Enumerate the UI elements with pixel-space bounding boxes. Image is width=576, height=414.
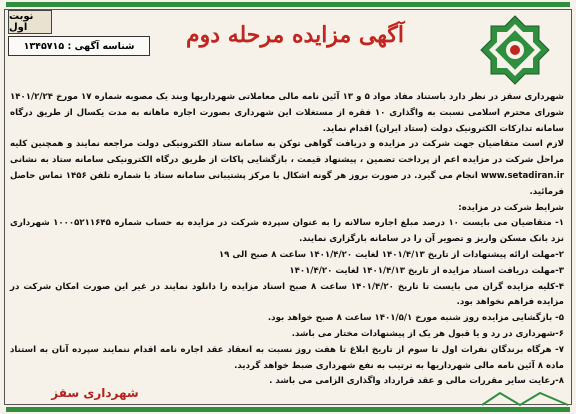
bottom-border-rule bbox=[6, 407, 570, 412]
condition-item: ۲-مهلت ارائه پیشنهادات از تاریخ ۱۴۰۱/۴/۱۳ لغایت ۱۴۰۱/۴/۲۰ ساعت ۸ صبح الی ۱۹ bbox=[218, 249, 564, 260]
ad-id-box: شناسه آگهی : ۱۳۴۵۷۱۵ bbox=[8, 36, 150, 56]
round-ribbon: نوبت اول bbox=[8, 10, 52, 34]
condition-item: ۸-رعایت سایر مقررات مالی و عقد قرارداد واگذاری الزامی می باشد . bbox=[269, 376, 564, 387]
ad-body bbox=[10, 90, 564, 390]
condition-item: ۵- بازگشایی مزایده روز شنبه مورخ ۱۴۰۱/۵/۱ ساعت ۸ صبح خواهد بود. bbox=[267, 313, 564, 324]
intro-paragraph: شهرداری سقز در نظر دارد باستناد مفاد مواد ۵ و ۱۳ آئین نامه مالی معاملاتی شهرداریها وبند یک مصوبه شماره ۱۷ مورخ ۱۴۰۱/۲/۲۴ شورای محترم اسلامی نسبت به واگذاری ۱۰ فقره از مستغلات این شهرداری بصورت اجاره ماهانه به مدت یکسال از طریق درگاه سامانه تدارکات الکترونیک دولت (ستاد ایران) اقدام نماید. bbox=[10, 92, 564, 134]
requirement-paragraph: لازم است متقاضیان جهت شرکت در مزایده و دریافت گواهی توکن به سامانه ستاد الکترونیکی دولت مراجعه نمایند و همچنین کلیه مراحل شرکت در مزایده اعم از پرداخت تضمین ، پیشنهاد قیمت ، بازگشایی پاکات از طریق درگاه الکترونیکی سامانه ستاد به نشانی www.setadiran.ir انجام می گیرد. در صورت بروز هر گونه اشکال با مرکز پشتیبانی سامانه ستاد با شماره تلفن ۱۴۵۶ تماس حاصل فرمائید. bbox=[10, 139, 564, 197]
conditions-heading: شرایط شرکت در مزایده: bbox=[458, 202, 564, 213]
top-border-rule bbox=[6, 2, 570, 7]
condition-item: ۴-کلیه مزایده گران می بایست تا تاریخ ۱۴۰۱/۴/۲۰ ساعت ۸ صبح اسناد مزایده را دانلود نمایند در غیر این صورت امکان شرکت در مزایده فراهم نخواهد بود. bbox=[10, 281, 564, 308]
page-title: آگهی مزایده مرحله دوم bbox=[186, 22, 404, 48]
corner-ornament bbox=[480, 389, 570, 407]
condition-item: ۱- متقاضیان می بایست ۱۰ درصد مبلغ اجاره سالانه را به عنوان سپرده شرکت در مزایده به حساب شماره ۱۰۰۰۵۲۱۱۶۴۵ شهرداری نزد بانک مسکن واریز و تصویر آن را در سامانه بارگزاری نمایند. bbox=[10, 218, 564, 245]
condition-item: ۷- هرگاه برندگان نفرات اول تا سوم از تاریخ ابلاغ تا هفت روز نسبت به انعقاد عقد اجاره نامه اقدام ننمایند سپرده آنان به استناد ماده ۸ آئین نامه مالی شهرداریها به ترتیب به نفع شهرداری ضبط خواهد گردید. bbox=[10, 344, 564, 371]
signature: شهرداری سقز bbox=[51, 386, 139, 400]
condition-item: ۶-شهرداری در رد و یا قبول هر یک از پیشنهادات مختار می باشد. bbox=[291, 328, 564, 339]
condition-item: ۳-مهلت دریافت اسناد مزایده از تاریخ ۱۴۰۱/۴/۱۳ لغایت ۱۴۰۱/۴/۲۰ bbox=[289, 265, 564, 276]
municipality-emblem-icon bbox=[472, 12, 558, 88]
